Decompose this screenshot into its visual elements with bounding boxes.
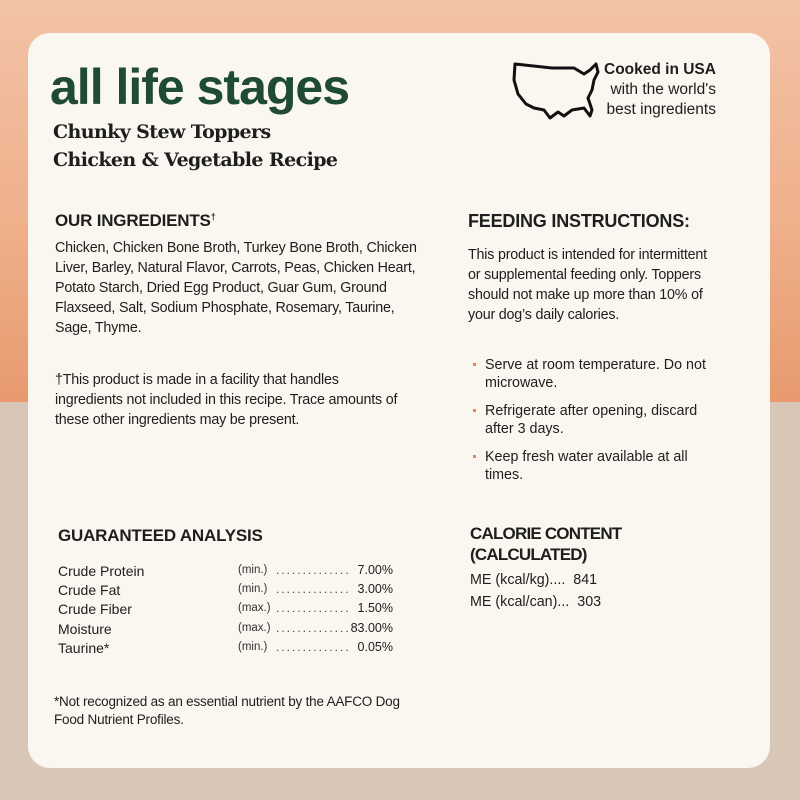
feeding-bullet: Keep fresh water available at all times. xyxy=(470,448,710,484)
table-row: Moisture (max.) .............. 83.00% xyxy=(58,620,393,637)
table-row: Taurine* (min.) .............. 0.05% xyxy=(58,639,393,656)
feeding-text: This product is intended for intermittent or supplemental feeding only. Toppers should not make up more than 10% of your dog’s daily calories. xyxy=(468,247,707,323)
page-title: all life stages xyxy=(50,59,350,115)
table-row: Crude Fiber (max.) .............. 1.50% xyxy=(58,601,393,618)
product-name: Chunky Stew Toppers xyxy=(53,121,271,143)
feeding-bullet: Refrigerate after opening, discard after 3 days. xyxy=(470,402,710,438)
analysis-heading: GUARANTEED ANALYSIS xyxy=(58,526,263,545)
ingredients-list: Chicken, Chicken Bone Broth, Turkey Bone Broth, Chicken Liver, Barley, Natural Flavor, Carrots, Peas, Chicken Heart, Potato Starch, Dried Egg Product, Guar Gum, Ground Flaxseed, Salt, Sodium Phosphate, Rosemary, Taurine, Sage, Thyme. xyxy=(55,240,417,336)
bullet-icon xyxy=(473,409,476,412)
calorie-row: ME (kcal/can)... 303 xyxy=(470,594,602,610)
badge-line1: Cooked in USA xyxy=(604,61,716,78)
table-row: Crude Protein (min.) .............. 7.00% xyxy=(58,563,393,579)
badge-line2: with the world's xyxy=(610,81,716,98)
usa-map-icon xyxy=(512,60,602,120)
allergen-note: †This product is made in a facility that handles ingredients not included in this recipe. Trace amounts of these other ingredients may be present. xyxy=(55,372,398,428)
feeding-bullet: Serve at room temperature. Do not microwave. xyxy=(470,356,710,392)
recipe-name: Chicken & Vegetable Recipe xyxy=(53,149,338,171)
calorie-row: ME (kcal/kg).... 841 xyxy=(470,572,598,588)
calorie-heading: CALORIE CONTENT (CALCULATED) xyxy=(470,524,622,564)
bullet-icon xyxy=(473,455,476,458)
bullet-icon xyxy=(473,363,476,366)
table-row: Crude Fat (min.) .............. 3.00% xyxy=(58,582,393,599)
analysis-footnote: *Not recognized as an essential nutrient by the AAFCO Dog Food Nutrient Profiles. xyxy=(54,694,400,727)
cooked-in-usa-badge xyxy=(604,60,716,120)
analysis-table xyxy=(58,563,393,659)
ingredients-heading: OUR INGREDIENTS† xyxy=(55,211,216,230)
badge-line3: best ingredients xyxy=(606,101,716,118)
feeding-heading: FEEDING INSTRUCTIONS: xyxy=(468,211,690,231)
